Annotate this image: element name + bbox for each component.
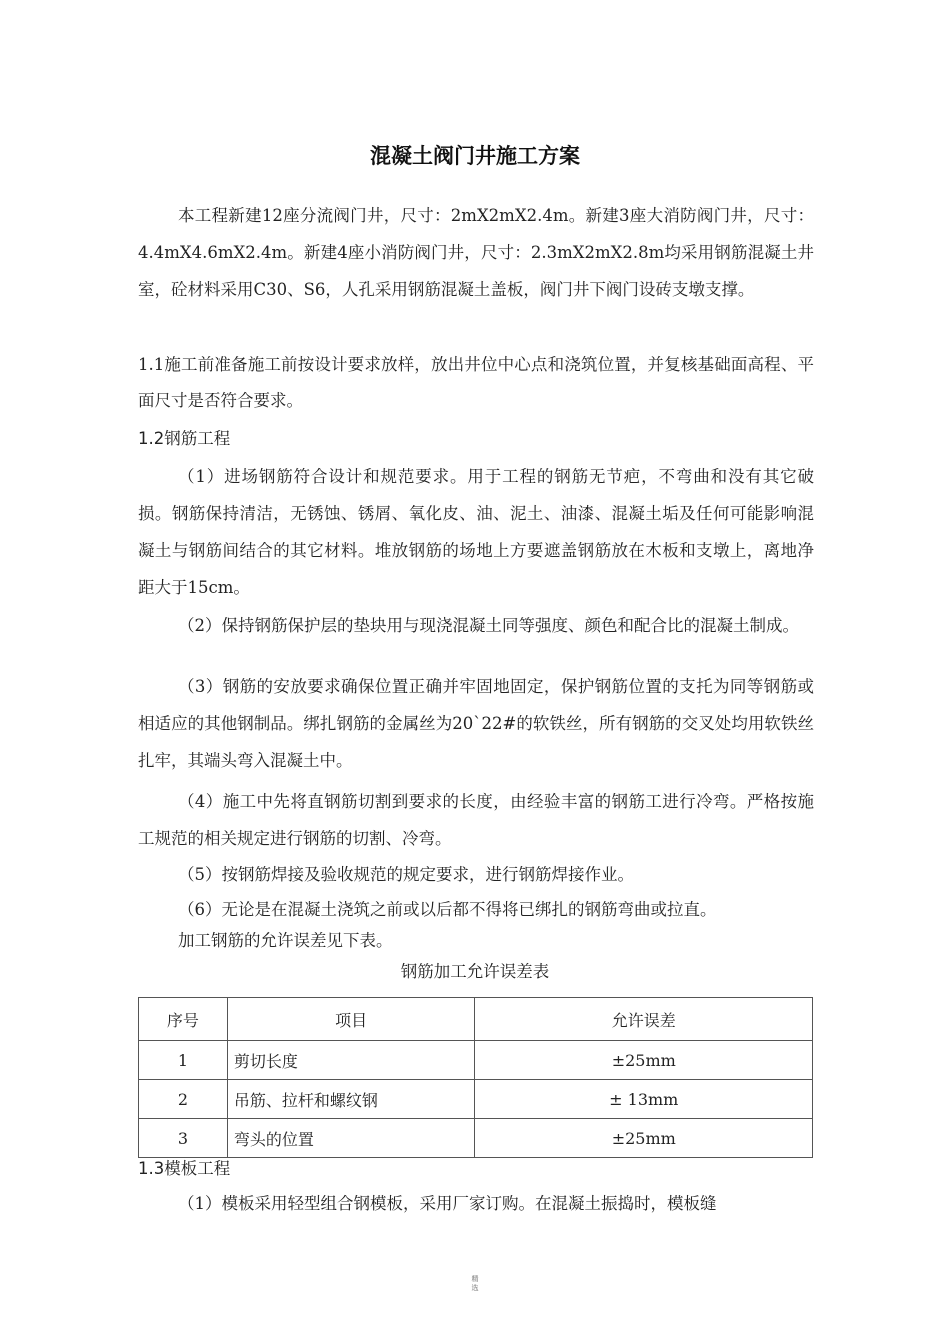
table-cell-tolerance: ±25mm — [475, 1119, 813, 1158]
item-1-3-1-paragraph: （1）模板采用轻型组合钢模板，采用厂家订购。在混凝土振捣时，模板缝 — [178, 1194, 717, 1213]
item-6-block — [138, 894, 814, 956]
section-1-2-block — [138, 420, 814, 457]
table-cell-index: 1 — [139, 1041, 228, 1080]
document-title: 混凝土阀门井施工方案 — [370, 144, 580, 168]
table-row — [139, 1080, 813, 1119]
intro-paragraph: 本工程新建12座分流阀门井，尺寸：2mX2mX2.4m。新建3座大消防阀门井，尺寸：4.4mX4.6mX2.4m。新建4座小消防阀门井，尺寸：2.3mX2mX2.8m均采用钢筋混凝土井室，砼材料采用C30、S6，人孔采用钢筋混凝土盖板，阀门井下阀门设砖支墩支撑。 — [138, 206, 814, 299]
item-2-paragraph: （2）保持钢筋保护层的垫块用与现浇混凝土同等强度、颜色和配合比的混凝土制成。 — [178, 616, 799, 635]
table-cell-tolerance: ± 13mm — [475, 1080, 813, 1119]
section-1-1-paragraph: 1.1施工前准备施工前按设计要求放样，放出井位中心点和浇筑位置，并复核基础面高程、平面尺寸是否符合要求。 — [138, 355, 814, 410]
header-cell-tolerance: 允许误差 — [475, 998, 813, 1041]
item-1-block — [138, 458, 814, 606]
footer-line-2: 选 — [471, 1284, 479, 1292]
item-3-paragraph: （3）钢筋的安放要求确保位置正确并牢固地固定，保护钢筋位置的支托为同等钢筋或相适应的其他钢制品。绑扎钢筋的金属丝为20`22#的软铁丝，所有钢筋的交叉处均用软铁丝扎牢，其端头弯入混凝土中。 — [138, 677, 814, 770]
item-6-paragraph: （6）无论是在混凝土浇筑之前或以后都不得将已绑扎的钢筋弯曲或拉直。 — [178, 900, 717, 919]
table-intro: 加工钢筋的允许误差见下表。 — [178, 931, 393, 950]
section-1-1-block — [138, 347, 814, 419]
table-row — [139, 1119, 813, 1158]
page-footer — [0, 1275, 950, 1293]
table-caption: 钢筋加工允许误差表 — [400, 962, 550, 981]
item-1-paragraph: （1）进场钢筋符合设计和规范要求。用于工程的钢筋无节疤，不弯曲和没有其它破损。钢筋保持清洁，无锈蚀、锈屑、氧化皮、油、泥土、油漆、混凝土垢及任何可能影响混凝土与钢筋间结合的其它材料。堆放钢筋的场地上方要遮盖钢筋放在木板和支墩上，离地净距大于15cm。 — [138, 467, 814, 597]
header-cell-index: 序号 — [139, 998, 228, 1041]
item-2-block — [138, 610, 814, 641]
footer-line-1: 精 — [471, 1275, 479, 1283]
item-5-paragraph: （5）按钢筋焊接及验收规范的规定要求，进行钢筋焊接作业。 — [178, 865, 634, 884]
item-4-paragraph: （4）施工中先将直钢筋切割到要求的长度，由经验丰富的钢筋工进行冷弯。严格按施工规范的相关规定进行钢筋的切割、冷弯。 — [138, 792, 814, 848]
table-cell-index: 2 — [139, 1080, 228, 1119]
item-4-block — [138, 783, 814, 857]
section-1-3-heading: 1.3模板工程 — [138, 1159, 231, 1178]
table-cell-item: 剪切长度 — [227, 1041, 475, 1080]
table-row — [139, 1041, 813, 1080]
table-cell-item: 弯头的位置 — [227, 1119, 475, 1158]
table-cell-tolerance: ±25mm — [475, 1041, 813, 1080]
section-1-2-heading: 1.2钢筋工程 — [138, 429, 231, 448]
header-cell-item: 项目 — [227, 998, 475, 1041]
intro-paragraph-block — [138, 197, 814, 308]
item-3-block — [138, 668, 814, 779]
table-cell-item: 吊筋、拉杆和螺纹钢 — [227, 1080, 475, 1119]
section-1-3-block — [138, 1153, 814, 1222]
tolerance-table — [138, 997, 813, 1158]
table-cell-index: 3 — [139, 1119, 228, 1158]
table-header-row — [139, 998, 813, 1041]
item-5-block — [138, 856, 814, 893]
